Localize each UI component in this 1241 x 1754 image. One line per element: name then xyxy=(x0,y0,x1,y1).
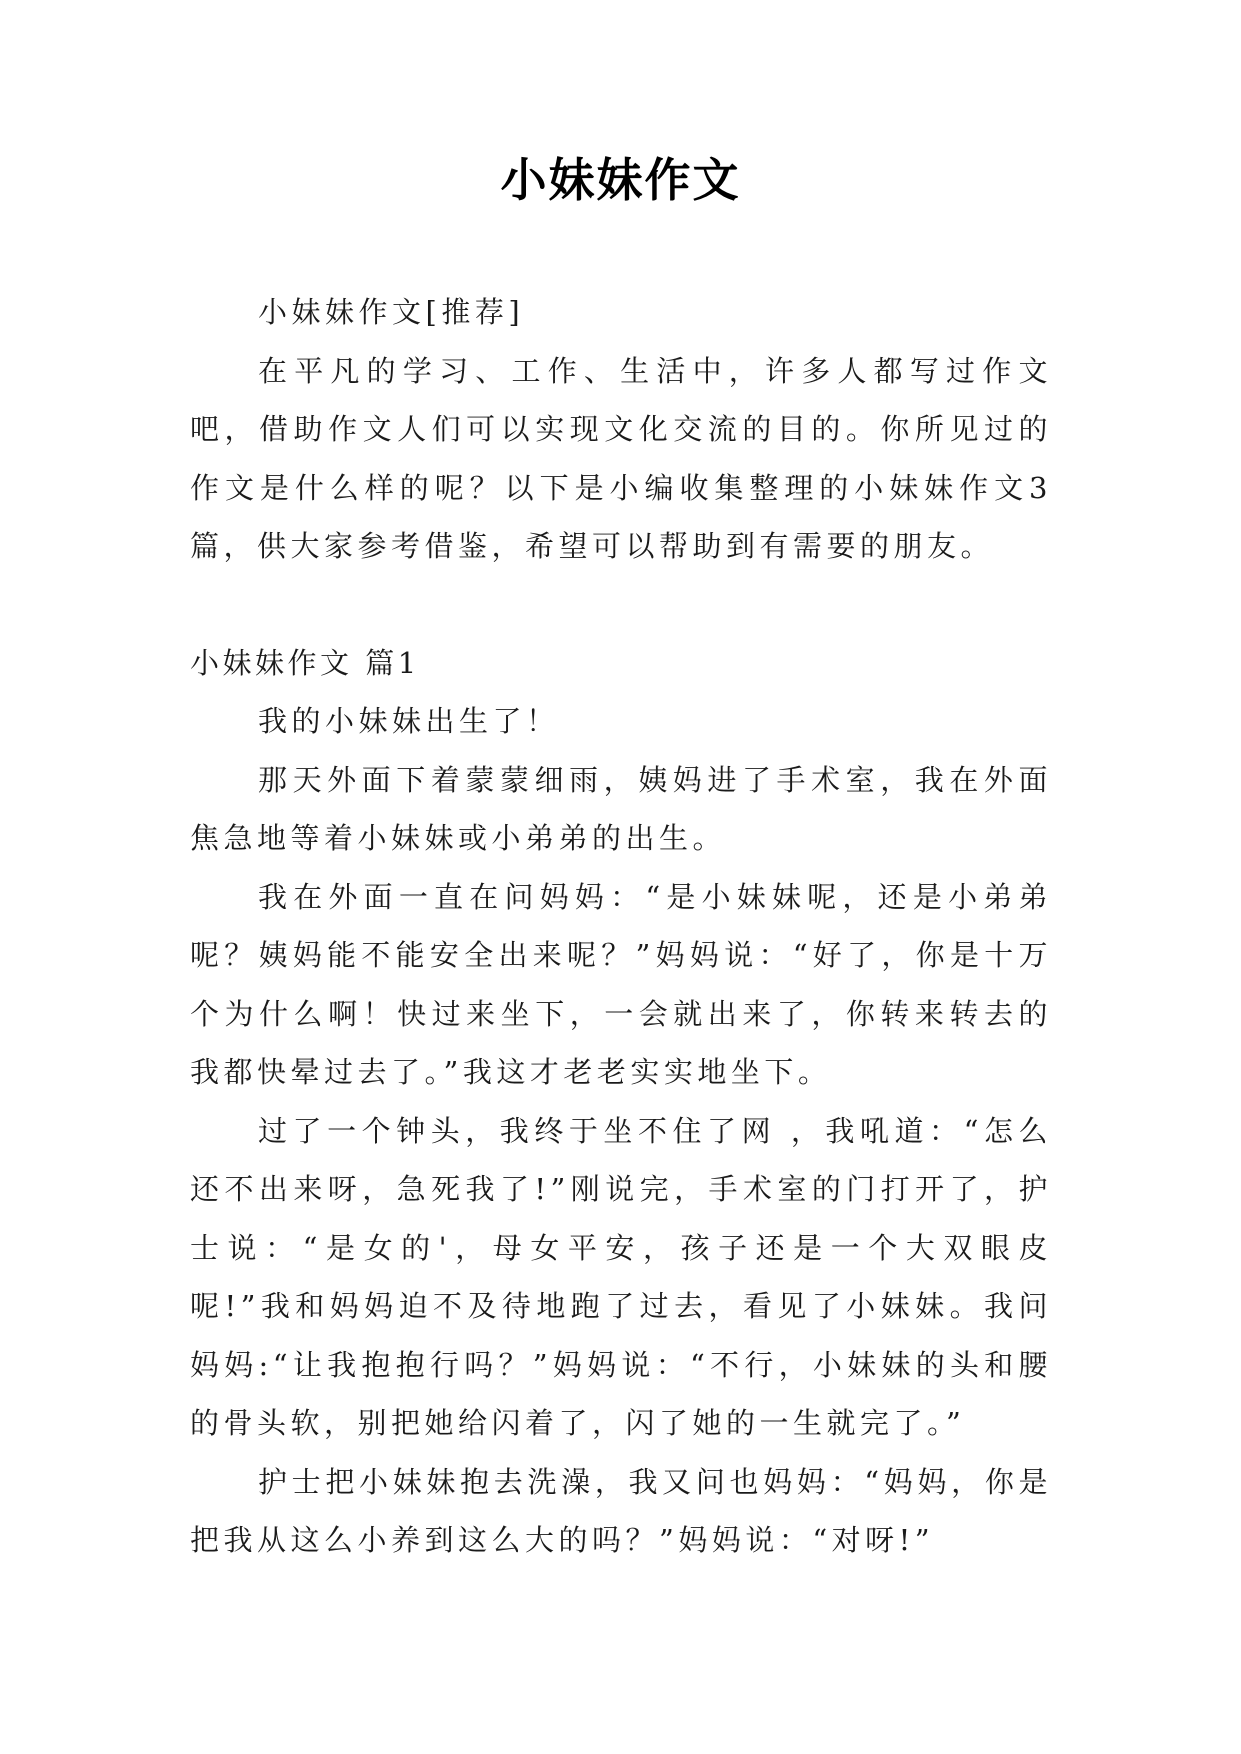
intro-paragraph: 在平凡的学习、工作、生活中，许多人都写过作文吧，借助作文人们可以实现文化交流的目的。你所见过的作文是什么样的呢？以下是小编收集整理的小妹妹作文3篇，供大家参考借鉴，希望可以帮助到有需要的朋友。 xyxy=(190,353,1052,563)
section-spacer xyxy=(190,576,1052,634)
body-paragraph: 那天外面下着蒙蒙细雨，姨妈进了手术室，我在外面焦急地等着小妹妹或小弟弟的出生。 xyxy=(190,762,1052,855)
body-paragraph: 护士把小妹妹抱去洗澡，我又问也妈妈：“妈妈，你是把我从这么小养到这么大的吗？”妈妈说：“对呀!” xyxy=(190,1464,1052,1557)
body-paragraph: 过了一个钟头，我终于坐不住了网 ，我吼道：“怎么还不出来呀，急死我了!”刚说完，手术室的门打开了，护士说：“是女的'，母女平安，孩子还是一个大双眼皮呢!”我和妈妈迫不及待地跑了过去，看见了小妹妹。我问妈妈:“让我抱抱行吗？”妈妈说：“不行，小妹妹的头和腰的骨头软，别把她给闪着了，闪了她的一生就完了。” xyxy=(190,1113,1052,1440)
document-subtitle: 小妹妹作文[推荐] xyxy=(258,295,525,329)
body-paragraph: 我在外面一直在问妈妈：“是小妹妹呢，还是小弟弟呢？姨妈能不能安全出来呢？”妈妈说：“好了，你是十万个为什么啊！快过来坐下，一会就出来了，你转来转去的我都快晕过去了。”我这才老老实实地坐下。 xyxy=(190,879,1052,1089)
body-paragraph: 我的小妹妹出生了！ xyxy=(258,704,560,738)
document-title: 小妹妹作文 xyxy=(500,153,741,207)
section-heading: 小妹妹作文 篇1 xyxy=(190,645,420,680)
document-body xyxy=(190,283,1052,1570)
